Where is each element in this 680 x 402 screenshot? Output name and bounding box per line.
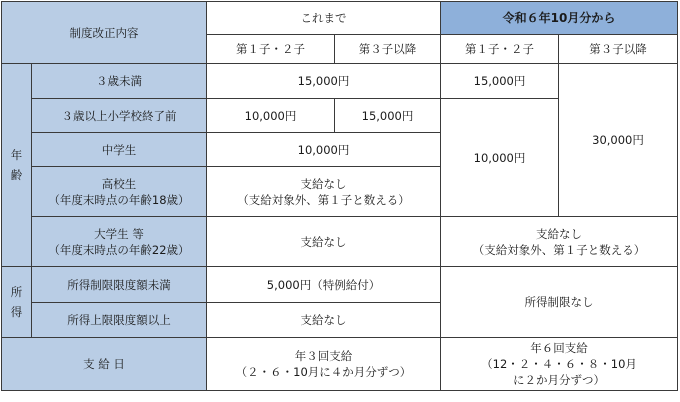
new-income [441,267,678,338]
header-new-label: 令和６年10月分から [502,11,616,25]
subheader-current-first-label: 第１子・２子 [236,42,305,56]
current-under3 [207,64,441,99]
current-income-above-value: 支給なし [300,313,347,327]
subheader-current-third [335,35,441,64]
subheader-current-third-label: 第３子以降 [358,42,417,56]
current-junior-value: 10,000円 [297,142,350,157]
current-income-above [207,303,441,338]
header-row [2,2,678,35]
header-corner-cell [2,2,207,64]
subheader-current-first [207,35,335,64]
label-under3 [32,64,207,99]
current-payday-line2: （２・６・10月に４か月分ずつ） [235,365,412,379]
label-preschool [32,99,207,133]
label-univ-line1: 大学生 等 [94,226,144,241]
side-income [2,267,32,338]
row-income-below [2,267,678,303]
new-third-all [559,64,678,217]
current-preschool-first [207,99,335,133]
side-age-label: 年齢 [10,148,23,182]
new-univ [441,217,678,267]
new-payday-line2: （12・２・４・６・８・10月 [481,357,637,371]
label-high-line1: 高校生 [101,176,137,191]
current-income-below-value: 5,000円（特例給付） [266,277,381,292]
subheader-new-third [559,35,678,64]
subheader-new-first-label: 第１子・２子 [465,42,534,56]
current-junior [207,133,441,167]
label-junior-text: 中学生 [101,142,137,157]
header-corner-label: 制度改正内容 [69,25,139,40]
new-school-first [441,99,559,217]
new-income-value: 所得制限なし [524,295,594,309]
current-payday [207,338,441,391]
side-age [2,64,32,267]
label-payday-text: 支 給 日 [83,357,125,371]
new-univ-line2: （支給対象外、第１子と数える） [472,242,646,257]
label-income-below [32,267,207,303]
current-income-below [207,267,441,303]
current-preschool-third-value: 15,000円 [361,108,414,123]
comparison-table-wrapper [1,1,678,391]
child-allowance-comparison-table [1,1,678,391]
current-payday-line1: 年３回支給 [294,349,353,363]
header-new-cell [441,2,678,35]
current-high-line2: （支給対象外、第１子と数える） [237,192,410,207]
new-under3-first-value: 15,000円 [473,74,526,88]
current-under3-value: 15,000円 [297,74,350,88]
new-payday-line1: 年６回支給 [530,341,588,355]
new-payday-line3: に２か月分ずつ） [513,373,605,387]
label-univ [32,217,207,267]
current-preschool-first-value: 10,000円 [244,108,297,123]
subheader-new-third-label: 第３子以降 [589,42,647,56]
new-under3-first [441,64,559,99]
new-school-first-value: 10,000円 [473,150,526,165]
current-preschool-third [335,99,441,133]
label-junior [32,133,207,167]
side-income-label: 所得 [10,285,23,319]
current-high-line1: 支給なし [300,176,347,191]
label-payday [2,338,207,391]
label-high-line2: （年度末時点の年齢18歳） [48,192,190,207]
subheader-new-first [441,35,559,64]
row-univ [2,217,678,267]
current-univ-value: 支給なし [300,234,347,249]
label-income-above [32,303,207,338]
row-under3 [2,64,678,99]
row-payday [2,338,678,391]
new-payday [441,338,678,391]
header-current-label: これまで [300,11,347,25]
header-current-cell [207,2,441,35]
current-high [207,167,441,217]
current-univ [207,217,441,267]
label-income-below-text: 所得制限限度額未満 [67,277,171,292]
label-univ-line2: （年度末時点の年齢22歳） [48,242,190,257]
label-high [32,167,207,217]
label-under3-text: ３歳未満 [96,74,142,88]
new-third-all-value: 30,000円 [592,133,644,147]
label-income-above-text: 所得上限限度額以上 [67,313,171,327]
new-univ-line1: 支給なし [536,226,582,241]
label-preschool-text: ３歳以上小学校終了前 [61,108,177,123]
